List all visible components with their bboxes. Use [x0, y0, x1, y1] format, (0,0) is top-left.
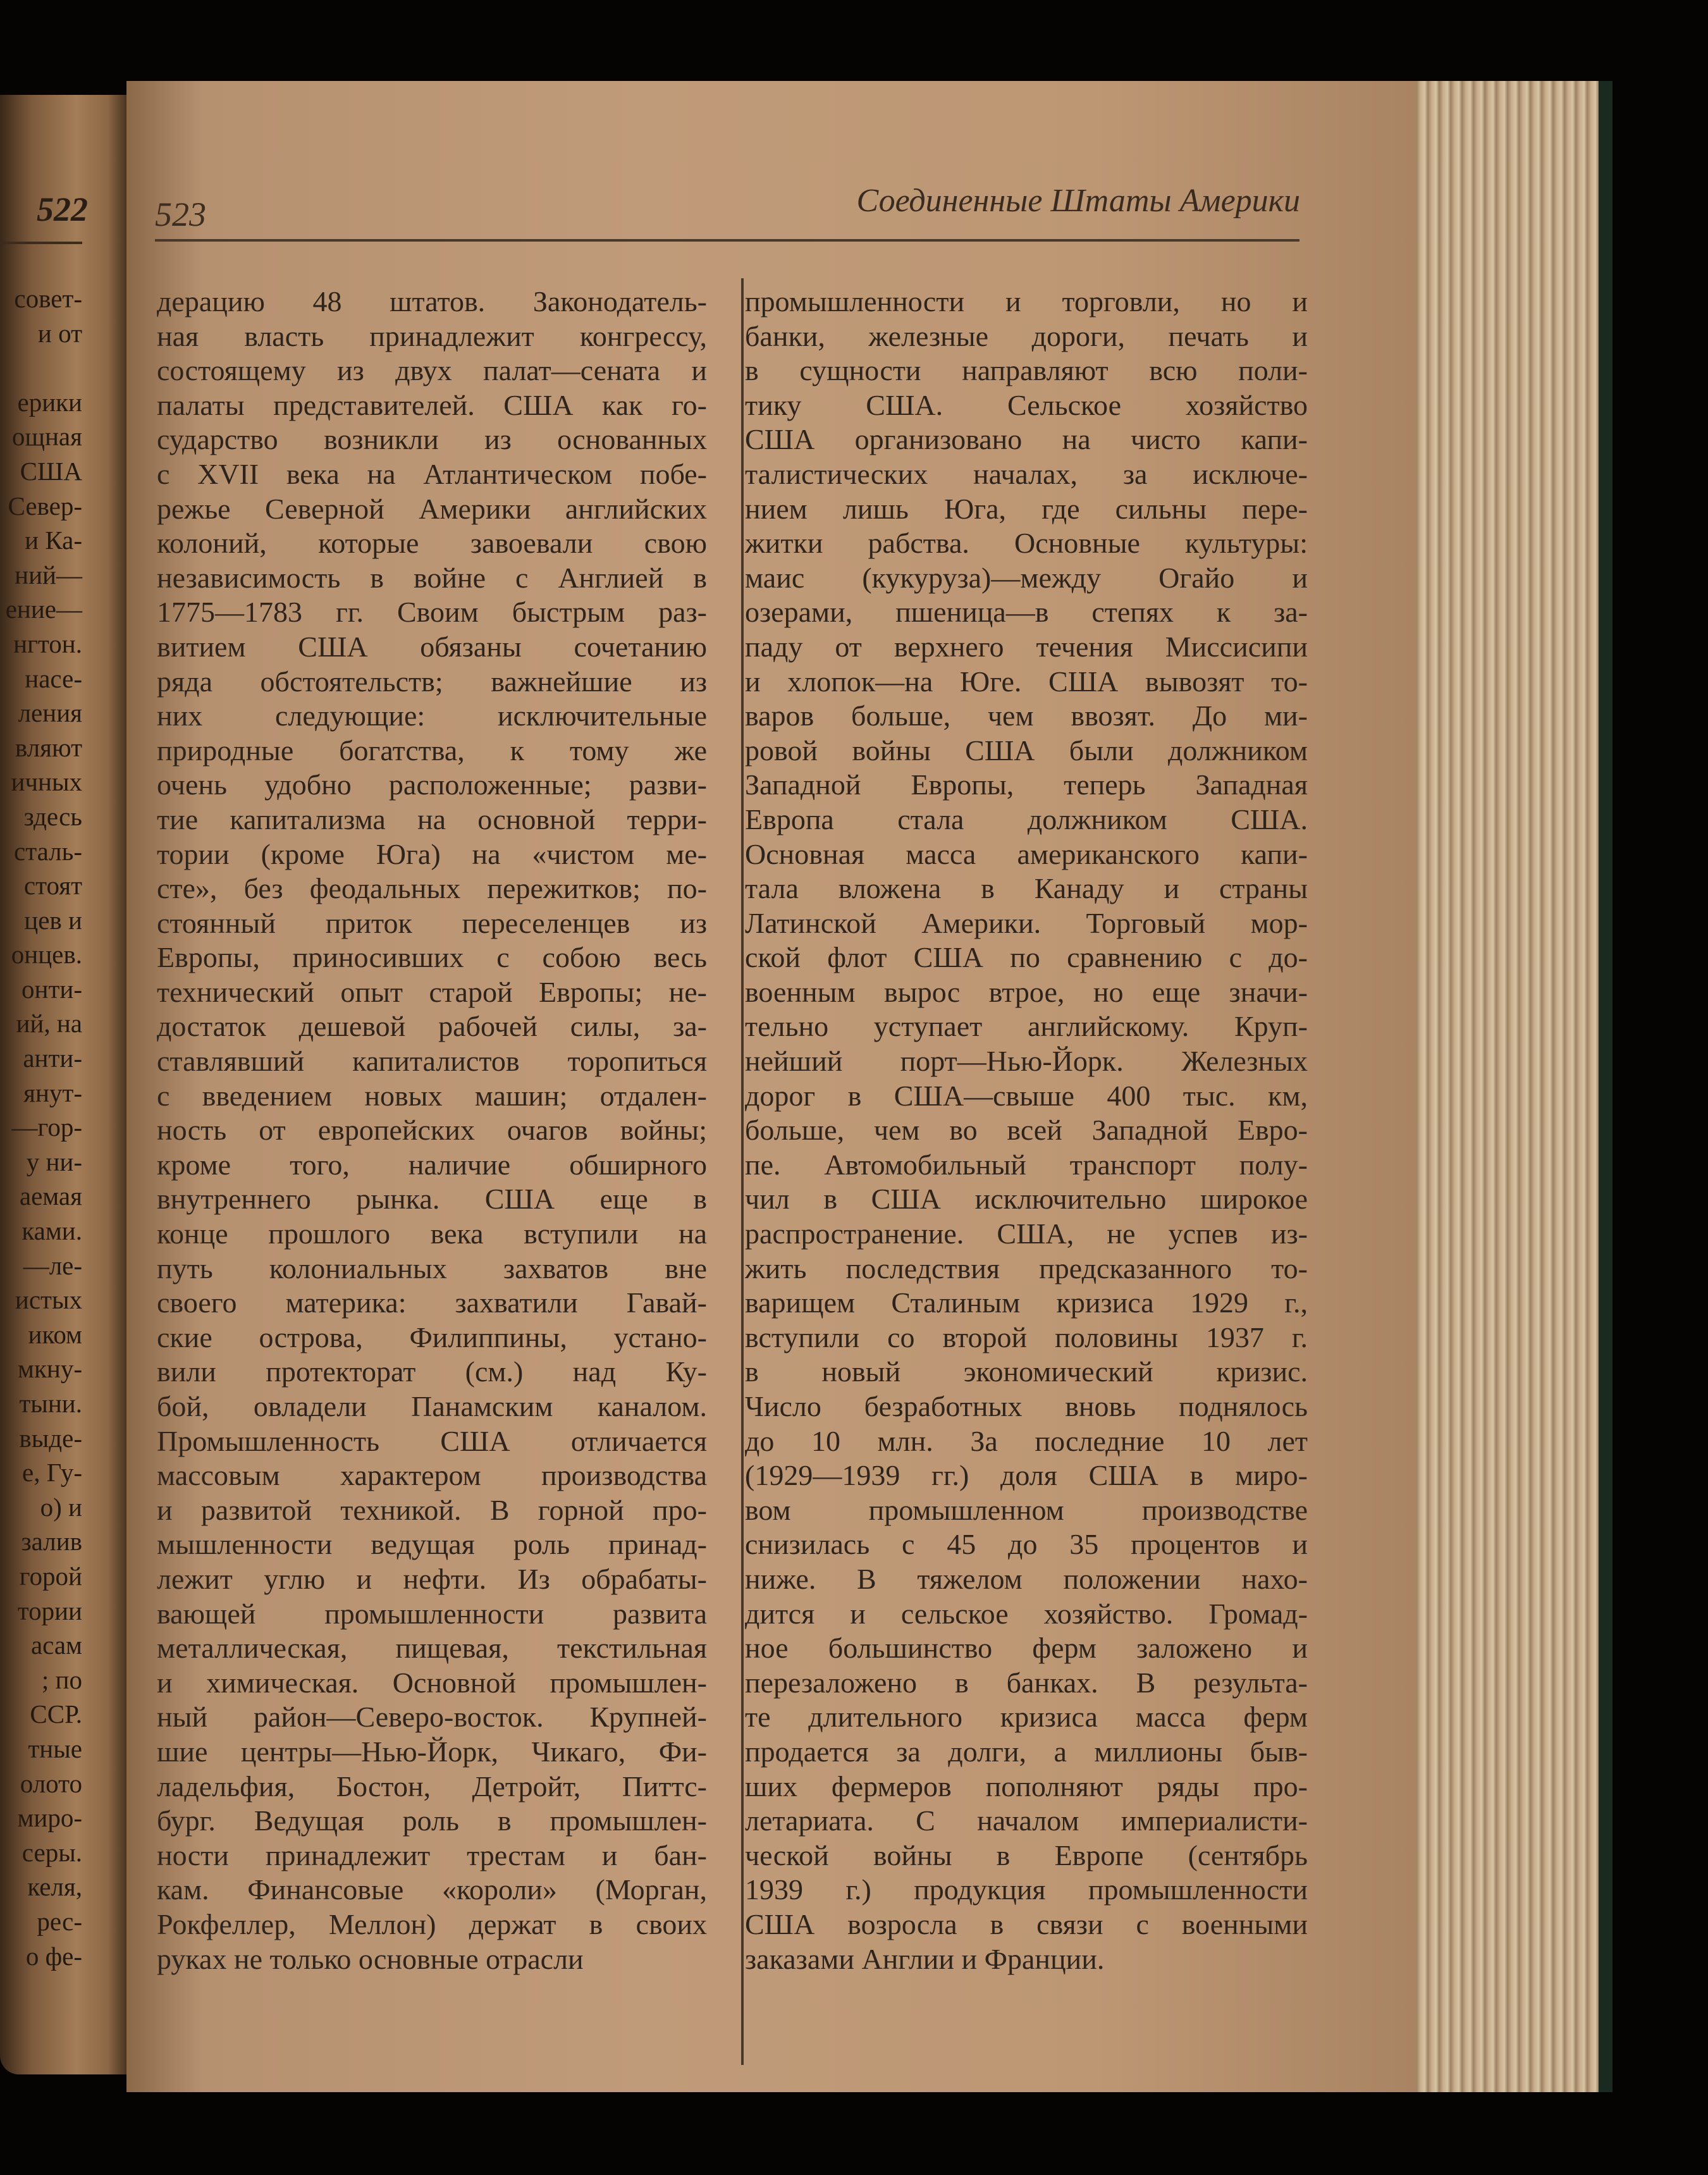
previous-page-line-fragment: аемая	[19, 1181, 82, 1211]
book-page	[126, 81, 1416, 2092]
text-line: ческой войны в Европе (сентябрь	[745, 1839, 1308, 1871]
previous-page-line-fragment: иком	[28, 1319, 82, 1349]
running-head: Соединенные Штаты Америки	[856, 183, 1300, 219]
text-line: массовым характером производства	[157, 1459, 707, 1492]
text-line: маис (кукуруза)—между Огайо и	[745, 561, 1308, 594]
previous-page-line-fragment: ерики	[17, 387, 82, 417]
previous-page-line-fragment: анти-	[23, 1044, 82, 1073]
text-line: Европа стала должником США.	[745, 803, 1308, 835]
text-line: ладельфия, Бостон, Детройт, Питтс-	[157, 1770, 707, 1802]
previous-page-line-fragment: сталь-	[14, 836, 82, 866]
text-line: палаты представителей. США как го-	[157, 388, 707, 421]
text-line: дится и сельское хозяйство. Громад-	[745, 1597, 1308, 1630]
previous-page-line-fragment: вляют	[15, 732, 82, 762]
previous-page-line-fragment: миро-	[17, 1803, 82, 1833]
text-line: вили протекторат (см.) над Ку-	[157, 1355, 707, 1388]
text-line: ской флот США по сравнению с до-	[745, 941, 1308, 974]
text-line: режье Северной Америки английских	[157, 492, 707, 525]
text-line: и развитой техникой. В горной про-	[157, 1493, 707, 1526]
text-line: и хлопок—на Юге. США вывозят то-	[745, 665, 1308, 698]
previous-page-line-fragment: нгтон.	[13, 629, 82, 658]
previous-page-rule	[0, 242, 82, 244]
text-line: нейший порт—Нью-Йорк. Железных	[745, 1045, 1308, 1078]
text-line: перезаложено в банках. В результа-	[745, 1666, 1308, 1699]
text-line: кам. Финансовые «короли» (Морган,	[157, 1873, 707, 1906]
header-rule	[155, 239, 1299, 242]
text-line: ряда обстоятельств; важнейшие из	[157, 665, 707, 698]
text-line: тории (кроме Юга) на «чистом ме-	[157, 837, 707, 870]
text-line: с XVII века на Атлантическом побе-	[157, 457, 707, 490]
text-line: вающей промышленности развита	[157, 1597, 707, 1630]
text-line: варов больше, чем ввозят. До ми-	[745, 699, 1308, 732]
text-line: природные богатства, к тому же	[157, 734, 707, 767]
text-line: сударство возникли из основанных	[157, 423, 707, 456]
previous-page-line-fragment: онцев.	[11, 940, 82, 970]
previous-page-line-fragment: выде-	[19, 1423, 82, 1453]
text-line: сте», без феодальных пережитков; по-	[157, 872, 707, 905]
text-line: независимость в войне с Англией в	[157, 561, 707, 594]
text-line: мышленности ведущая роль принад-	[157, 1528, 707, 1561]
text-line: витием США обязаны сочетанию	[157, 630, 707, 663]
text-line: ный район—Северо-восток. Крупней-	[157, 1701, 707, 1734]
text-line: очень удобно расположенные; разви-	[157, 768, 707, 801]
text-line: тельно уступает английскому. Круп-	[745, 1010, 1308, 1043]
previous-page-line-fragment: здесь	[23, 801, 82, 831]
text-line: озерами, пшеница—в степях к за-	[745, 596, 1308, 629]
text-line: технический опыт старой Европы; не-	[157, 975, 707, 1008]
text-line: в сущности направляют всю поли-	[745, 354, 1308, 387]
text-line: руках не только основные отрасли	[157, 1942, 584, 1975]
text-line: конце прошлого века вступили на	[157, 1217, 707, 1250]
text-line: колоний, которые завоевали свою	[157, 527, 707, 560]
text-line: тие капитализма на основной терри-	[157, 803, 707, 835]
text-line: вступили со второй половины 1937 г.	[745, 1321, 1308, 1353]
text-line: Рокфеллер, Меллон) держат в своих	[157, 1907, 707, 1940]
text-line: ности принадлежит трестам и бан-	[157, 1839, 707, 1871]
text-line: вом промышленном производстве	[745, 1493, 1308, 1526]
column-divider	[741, 278, 744, 2065]
previous-page-line-fragment: у ни-	[26, 1147, 82, 1176]
text-line: распространение. США, не успев из-	[745, 1217, 1308, 1250]
text-line: в новый экономический кризис.	[745, 1355, 1308, 1388]
page-number: 523	[155, 195, 206, 233]
text-line: США организовано на чисто капи-	[745, 423, 1308, 456]
text-line: внутреннего рынка. США еще в	[157, 1183, 707, 1216]
previous-page-line-fragment: тыни.	[19, 1389, 82, 1418]
previous-page-line-fragment: ками.	[22, 1216, 82, 1246]
previous-page-number: 522	[37, 190, 88, 228]
text-line: стоянный приток переселенцев из	[157, 906, 707, 939]
text-line: бург. Ведущая роль в промышлен-	[157, 1804, 707, 1837]
text-line: до 10 млн. За последние 10 лет	[745, 1424, 1308, 1457]
previous-page-line-fragment: ичных	[11, 767, 82, 797]
text-line: бой, овладели Панамским каналом.	[157, 1390, 707, 1422]
previous-page-line-fragment: залив	[21, 1527, 82, 1556]
text-line: Основная масса американского капи-	[745, 837, 1308, 870]
text-line: тала вложена в Канаду и страны	[745, 872, 1308, 905]
text-line: ших фермеров пополняют ряды про-	[745, 1770, 1308, 1802]
previous-page-line-fragment: тные	[28, 1734, 82, 1763]
previous-page-line-fragment: о фе-	[25, 1941, 82, 1971]
previous-page-line-fragment: ение—	[5, 595, 82, 624]
previous-page-line-fragment: олото	[20, 1768, 82, 1798]
text-line: жить последствия предсказанного то-	[745, 1252, 1308, 1285]
previous-page-line-fragment: ний—	[15, 560, 82, 589]
text-line: ские острова, Филиппины, устано-	[157, 1321, 707, 1353]
text-line: варищем Сталиным кризиса 1929 г.,	[745, 1286, 1308, 1319]
text-line: и химическая. Основной промышлен-	[157, 1666, 707, 1699]
text-line: ниже. В тяжелом положении нахо-	[745, 1562, 1308, 1595]
previous-page-line-fragment: ощная	[11, 422, 82, 452]
previous-page-line-fragment: асам	[30, 1630, 82, 1660]
text-line: кроме того, наличие обширного	[157, 1148, 707, 1181]
text-column-right	[745, 285, 1308, 1976]
previous-page-text	[0, 281, 82, 1973]
text-line: дорог в США—свыше 400 тыс. км,	[745, 1079, 1308, 1112]
previous-page-line-fragment: Север-	[8, 491, 82, 521]
text-line: состоящему из двух палат—сената и	[157, 354, 707, 387]
previous-page-line-fragment: истых	[15, 1285, 82, 1315]
text-line: путь колониальных захватов вне	[157, 1252, 707, 1285]
text-line: металлическая, пищевая, текстильная	[157, 1632, 707, 1665]
text-line: США возросла в связи с военными	[745, 1907, 1308, 1940]
text-line: заказами Англии и Франции.	[745, 1942, 1105, 1975]
text-line: житки рабства. Основные культуры:	[745, 527, 1308, 560]
text-line: с введением новых машин; отдален-	[157, 1079, 707, 1112]
text-line: банки, железные дороги, печать и	[745, 319, 1308, 352]
previous-page-line-fragment: США	[20, 456, 82, 486]
previous-page-line-fragment: о) и	[40, 1492, 82, 1522]
text-column-left	[157, 285, 707, 1976]
text-line: шие центры—Нью-Йорк, Чикаго, Фи-	[157, 1735, 707, 1768]
text-line: лежит углю и нефти. Из обрабаты-	[157, 1562, 707, 1595]
previous-page-line-fragment: горой	[19, 1561, 82, 1591]
page-edges	[1409, 81, 1613, 2092]
text-line: нием лишь Юга, где сильны пере-	[745, 492, 1308, 525]
text-line: дерацию 48 штатов. Законодатель-	[157, 285, 707, 317]
previous-page-line-fragment: келя,	[27, 1872, 82, 1902]
previous-page-line-fragment: стоят	[23, 871, 82, 901]
previous-page-line-fragment: —гор-	[11, 1112, 82, 1142]
text-line: тику США. Сельское хозяйство	[745, 388, 1308, 421]
text-line: Число безработных вновь поднялось	[745, 1390, 1308, 1422]
previous-page-line-fragment: цев и	[24, 905, 82, 935]
previous-page-line-fragment: и Ка-	[25, 526, 82, 555]
text-line: пе. Автомобильный транспорт полу-	[745, 1148, 1308, 1181]
previous-page-line-fragment: ССР.	[30, 1699, 82, 1729]
text-line: Промышленность США отличается	[157, 1424, 707, 1457]
text-line: Латинской Америки. Торговый мор-	[745, 906, 1308, 939]
text-line: ная власть принадлежит конгрессу,	[157, 319, 707, 352]
text-line: (1929—1939 гг.) доля США в миро-	[745, 1459, 1308, 1492]
text-line: промышленности и торговли, но и	[745, 285, 1308, 317]
previous-page-line-fragment: рес-	[37, 1906, 82, 1936]
previous-page-line-fragment: ий, на	[16, 1009, 82, 1038]
previous-page	[0, 95, 126, 2074]
text-line: 1775—1783 гг. Своим быстрым раз-	[157, 596, 707, 629]
previous-page-line-fragment: насе-	[25, 663, 82, 693]
text-line: ровой войны США были должником	[745, 734, 1308, 767]
text-line: те длительного кризиса масса ферм	[745, 1701, 1308, 1734]
text-line: 1939 г.) продукция промышленности	[745, 1873, 1308, 1906]
text-line: ставлявший капиталистов торопиться	[157, 1045, 707, 1078]
previous-page-line-fragment: тории	[17, 1596, 82, 1625]
text-line: Европы, приносивших с собою весь	[157, 941, 707, 974]
previous-page-line-fragment: —ле-	[23, 1250, 82, 1280]
text-line: своего материка: захватили Гавай-	[157, 1286, 707, 1319]
text-line: военным вырос втрое, но еще значи-	[745, 975, 1308, 1008]
text-line: снизилась с 45 до 35 процентов и	[745, 1528, 1308, 1561]
text-line: ность от европейских очагов войны;	[157, 1114, 707, 1147]
previous-page-line-fragment: онти-	[22, 974, 82, 1004]
previous-page-line-fragment	[0, 350, 82, 385]
text-line: достаток дешевой рабочей силы, за-	[157, 1010, 707, 1043]
text-line: них следующие: исключительные	[157, 699, 707, 732]
previous-page-line-fragment: и от	[37, 318, 82, 348]
previous-page-line-fragment: е, Гу-	[22, 1458, 82, 1488]
text-line: летариата. С началом империалисти-	[745, 1804, 1308, 1837]
text-line: Западной Европы, теперь Западная	[745, 768, 1308, 801]
previous-page-line-fragment: совет-	[14, 284, 82, 313]
text-line: паду от верхнего течения Миссисипи	[745, 630, 1308, 663]
previous-page-line-fragment: ; по	[41, 1665, 82, 1694]
text-line: продается за долги, а миллионы быв-	[745, 1735, 1308, 1768]
previous-page-line-fragment: янут-	[23, 1078, 82, 1107]
previous-page-line-fragment: ления	[18, 698, 82, 728]
previous-page-line-fragment: мкну-	[18, 1354, 82, 1384]
text-line: талистических началах, за исключе-	[745, 457, 1308, 490]
text-line: ное большинство ферм заложено и	[745, 1632, 1308, 1665]
previous-page-line-fragment: серы.	[22, 1837, 82, 1867]
text-line: больше, чем во всей Западной Евро-	[745, 1114, 1308, 1147]
text-line: чил в США исключительно широкое	[745, 1183, 1308, 1216]
